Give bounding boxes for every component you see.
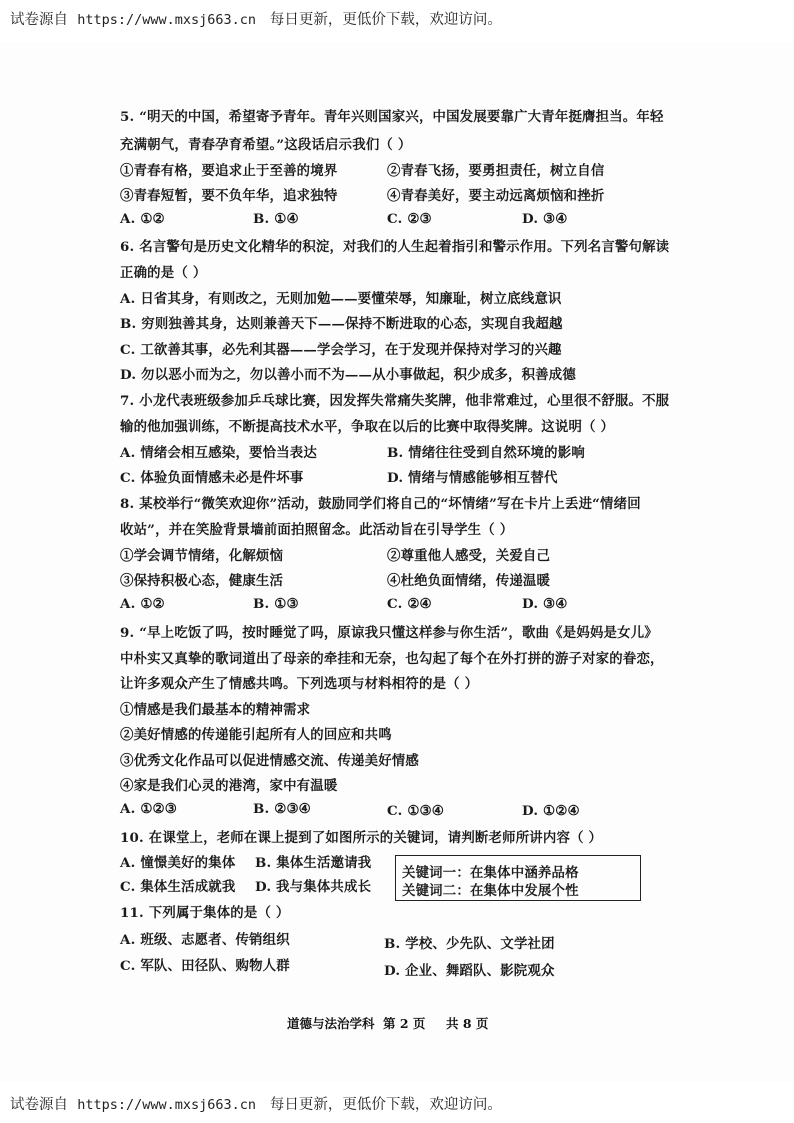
q6-stem-line1: 6. 名言警句是历史文化精华的积淀，对我们的人生起着指引和警示作用。下列名言警句解读 [120, 239, 670, 255]
q8-statement-2: ②尊重他人感受，关爱自己 [387, 548, 551, 564]
source-banner-bottom [10, 1093, 502, 1114]
q9-option-a: A. ①②③ [120, 801, 177, 817]
q11-stem: 11. 下列属于集体的是（ ） [120, 905, 290, 921]
q7-option-b: B. 情绪往往受到自然环境的影响 [387, 445, 585, 461]
keyword-2: 关键词二：在集体中发展个性 [402, 883, 579, 899]
footer-page-number: 第 2 页 [383, 1016, 426, 1031]
q5-statement-4: ④青春美好，要主动远离烦恼和挫折 [387, 188, 605, 204]
q10-stem: 10. 在课堂上，老师在课上提到了如图所示的关键词，请判断老师所讲内容（ ） [120, 830, 603, 846]
q5-stem-line1: 5. “明天的中国，希望寄予青年。青年兴则国家兴，中国发展要靠广大青年挺膺担当。年轻 [120, 109, 664, 125]
q9-stem-line1: 9. “早上吃饭了吗，按时睡觉了吗，原谅我只懂这样参与你生活”，歌曲《是妈妈是女儿》 [120, 625, 658, 641]
q6-option-d: D. 勿以恶小而为之，勿以善小而不为——从小事做起，积少成多，积善成德 [120, 367, 576, 383]
q9-stem-line3: 让许多观众产生了情感共鸣。下列选项与材料相符的是（ ） [120, 676, 479, 692]
q5-option-d: D. ③④ [522, 211, 568, 227]
q7-stem-line2: 输的他加强训练，不断提高技术水平，争取在以后的比赛中取得奖牌。这说明（ ） [120, 419, 615, 435]
q5-option-b: B. ①④ [253, 211, 299, 227]
q11-option-d: D. 企业、舞蹈队、影院观众 [384, 963, 555, 979]
q5-statement-1: ①青春有格，要追求止于至善的境界 [120, 163, 338, 179]
q8-option-b: B. ①③ [253, 596, 299, 612]
q11-option-a: A. 班级、志愿者、传销组织 [120, 932, 290, 948]
q6-option-a: A. 日省其身，有则改之，无则加勉——要懂荣辱，知廉耻，树立底线意识 [120, 291, 562, 307]
q5-option-a: A. ①② [120, 211, 165, 227]
banner-url[interactable]: https://www.mxsj663.cn [77, 1097, 257, 1113]
q5-statement-3: ③青春短暂，要不负年华，追求独特 [120, 188, 338, 204]
q9-statement-3: ③优秀文化作品可以促进情感交流、传递美好情感 [120, 753, 419, 769]
q6-stem-line2: 正确的是（ ） [120, 265, 207, 281]
q5-stem-line2: 充满朝气，青春孕育希望。”这段话启示我们（ ） [120, 137, 412, 153]
banner-url[interactable]: https://www.mxsj663.cn [77, 12, 257, 28]
q9-stem-line2: 中朴实又真挚的歌词道出了母亲的牵挂和无奈，也勾起了每个在外打拼的游子对家的眷恋， [120, 651, 664, 667]
q9-option-d: D. ①②④ [522, 803, 580, 819]
q8-statement-3: ③保持积极心态，健康生活 [120, 573, 284, 589]
footer-subject: 道德与法治学科 [287, 1016, 375, 1031]
q7-option-d: D. 情绪与情感能够相互替代 [387, 470, 558, 486]
q11-option-b: B. 学校、少先队、文学社团 [384, 936, 555, 952]
q6-option-b: B. 穷则独善其身，达则兼善天下——保持不断进取的心态，实现自我超越 [120, 316, 563, 332]
keyword-box [395, 855, 641, 901]
banner-slogan: 每日更新，更低价下载，欢迎访问。 [269, 1097, 502, 1113]
q8-option-c: C. ②④ [387, 596, 432, 612]
q9-statement-1: ①情感是我们最基本的精神需求 [120, 702, 311, 718]
q11-option-c: C. 军队、田径队、购物人群 [120, 958, 290, 974]
source-banner-top [10, 8, 502, 29]
q10-option-b: B. 集体生活邀请我 [255, 855, 372, 871]
q10-option-d: D. 我与集体共成长 [255, 879, 372, 895]
keyword-1: 关键词一：在集体中涵养品格 [402, 865, 579, 881]
q8-option-a: A. ①② [120, 596, 165, 612]
q8-stem-line1: 8. 某校举行“微笑欢迎你”活动，鼓励同学们将自己的“坏情绪”写在卡片上丢进“情绪回 [120, 496, 641, 512]
q8-stem-line2: 收站”，并在笑脸背景墙前面拍照留念。此活动旨在引导学生（ ） [120, 522, 514, 538]
q7-option-a: A. 情绪会相互感染，要恰当表达 [120, 445, 317, 461]
q9-option-b: B. ②③④ [253, 801, 311, 817]
q7-option-c: C. 体验负面情感未必是件坏事 [120, 470, 304, 486]
q9-statement-4: ④家是我们心灵的港湾，家中有温暖 [120, 778, 338, 794]
banner-site: 试卷源自 [10, 1097, 68, 1113]
q8-statement-1: ①学会调节情绪，化解烦恼 [120, 548, 284, 564]
banner-slogan: 每日更新，更低价下载，欢迎访问。 [269, 12, 502, 28]
q5-option-c: C. ②③ [387, 211, 432, 227]
q10-option-c: C. 集体生活成就我 [120, 879, 236, 895]
q9-option-c: C. ①③④ [387, 803, 444, 819]
q8-statement-4: ④杜绝负面情绪，传递温暖 [387, 573, 551, 589]
q6-option-c: C. 工欲善其事，必先利其器——学会学习，在于发现并保持对学习的兴趣 [120, 342, 562, 358]
q7-stem-line1: 7. 小龙代表班级参加乒乓球比赛，因发挥失常痛失奖牌，他非常难过，心里很不舒服。不服 [120, 393, 670, 409]
q10-option-a: A. 憧憬美好的集体 [120, 855, 236, 871]
banner-site: 试卷源自 [10, 12, 68, 28]
footer-total-pages: 共 8 页 [446, 1016, 489, 1031]
q5-statement-2: ②青春飞扬，要勇担责任，树立自信 [387, 163, 605, 179]
q8-option-d: D. ③④ [522, 596, 568, 612]
q9-statement-2: ②美好情感的传递能引起所有人的回应和共鸣 [120, 727, 392, 743]
